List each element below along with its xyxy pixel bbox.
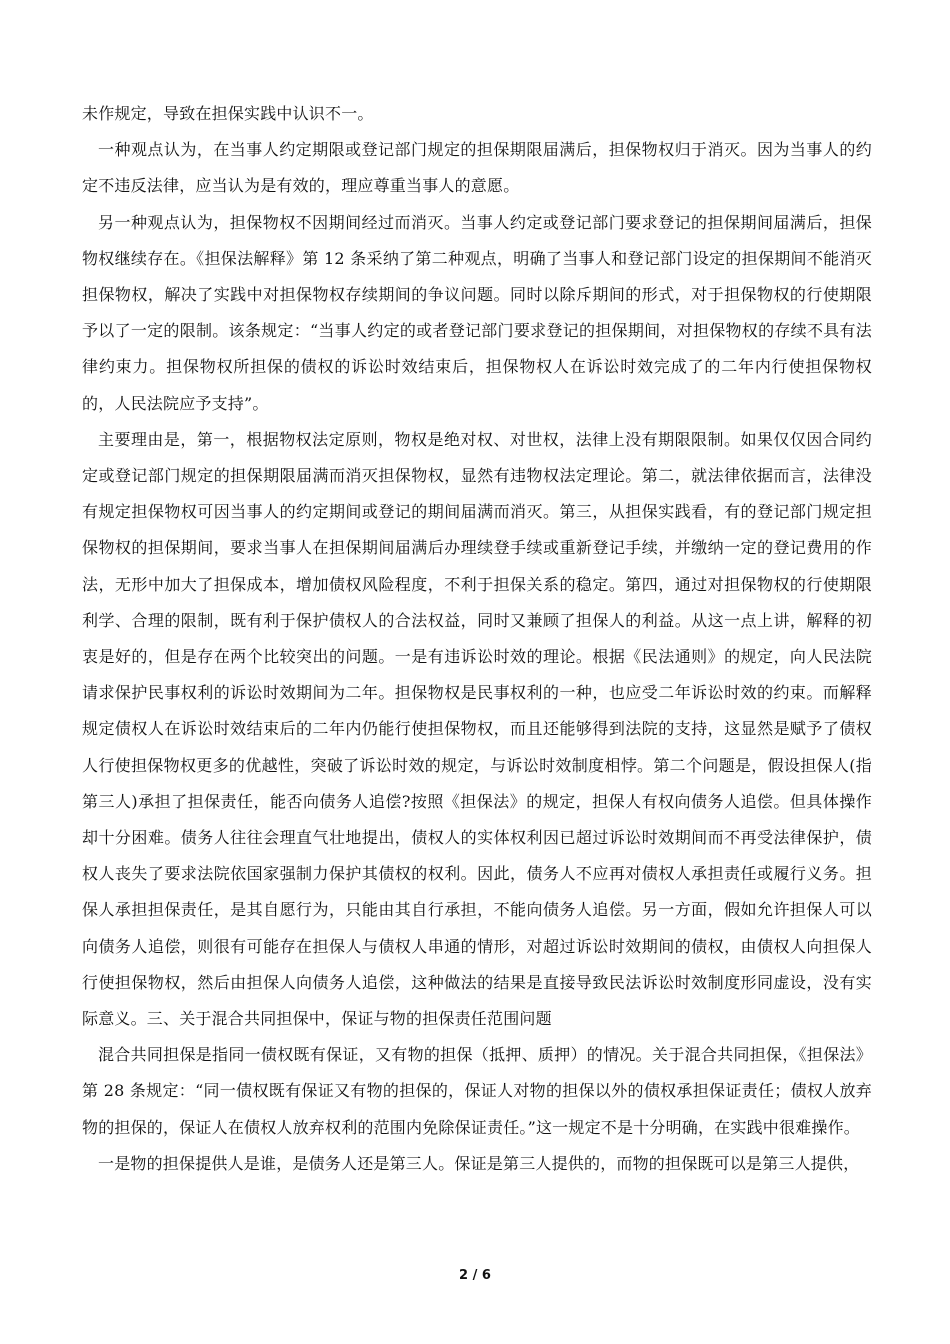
paragraph-2: 一种观点认为，在当事人约定期限或登记部门规定的担保期限届满后，担保物权归于消灭。因为当事人的约定不违反法律，应当认为是有效的，理应尊重当事人的意愿。 — [82, 140, 872, 196]
paragraph-4: 主要理由是，第一，根据物权法定原则，物权是绝对权、对世权，法律上没有期限限制。如果仅仅因合同约定或登记部门规定的担保期限届满而消灭担保物权，显然有违物权法定理论。第二，就法律依据而言，法律没有规定担保物权可因当事人的约定期间或登记的期间届满而消灭。第三，从担保实践看，有的登记部门规定担保物权的担保期间，要求当事人在担保期间届满后办理续登手续或重新登记手续，并缴纳一定的登记费用的作法，无形中加大了担保成本，增加债权风险程度，不利于担保关系的稳定。第四，通过对担保物权的行使期限利学、合理的限制，既有利于保护债权人的合法权益，同时又兼顾了担保人的利益。从这一点上讲，解释的初衷是好的，但是存在两个比较突出的问题。一是有违诉讼时效的理论。根据《民法通则》的规定，向人民法院请求保护民事权利的诉讼时效期间为二年。担保物权是民事权利的一种，也应受二年诉讼时效的约束。而解释规定债权人在诉讼时效结束后的二年内仍能行使担保物权，而且还能够得到法院的支持，这显然是赋予了债权人行使担保物权更多的优越性，突破了诉讼时效的规定，与诉讼时效制度相悖。第二个问题是，假设担保人(指第三人)承担了担保责任，能否向债务人追偿?按照《担保法》的规定，担保人有权向债务人追偿。但具体操作却十分困难。债务人往往会理直气壮地提出，债权人的实体权利因已超过诉讼时效期间而不再受法律保护，债权人丧失了要求法院依国家强制力保护其债权的权利。因此，债务人不应再对债权人承担责任或履行义务。担保人承担担保责任，是其自愿行为，只能由其自行承担，不能向债务人追偿。另一方面，假如允许担保人可以向债务人追偿，则很有可能存在担保人与债权人串通的情形，对超过诉讼时效期间的债权，由债权人向担保人行使担保物权，然后由担保人向债务人追偿，这种做法的结果是直接导致民法诉讼时效制度形同虚设，没有实际意义。三、关于混合共同担保中，保证与物的担保责任范围问题 — [82, 429, 872, 1029]
paragraph-5: 混合共同担保是指同一债权既有保证，又有物的担保（抵押、质押）的情况。关于混合共同担保，《担保法》第 28 条规定：“同一债权既有保证又有物的担保的，保证人对物的担保以外的债权承担保证责任；债权人放弃物的担保的，保证人在债权人放弃权利的范围内免除保证责任。”这一规定不是十分明确，在实践中很难操作。 — [82, 1045, 872, 1137]
document-body — [82, 96, 872, 1182]
paragraph-1: 未作规定，导致在担保实践中认识不一。 — [82, 104, 374, 123]
page-number: 2 / 6 — [459, 1268, 491, 1283]
paragraph-3: 另一种观点认为，担保物权不因期间经过而消灭。当事人约定或登记部门要求登记的担保期间届满后，担保物权继续存在。《担保法解释》第 12 条采纳了第二种观点，明确了当事人和登记部门设定的担保期间不能消灭担保物权，解决了实践中对担保物权存续期间的争议问题。同时以除斥期间的形式，对于担保物权的行使期限予以了一定的限制。该条规定：“当事人约定的或者登记部门要求登记的担保期间，对担保物权的存续不具有法律约束力。担保物权所担保的债权的诉讼时效结束后，担保物权人在诉讼时效完成了的二年内行使担保物权的，人民法院应予支持”。 — [82, 212, 872, 413]
paragraph-6: 一是物的担保提供人是谁，是债务人还是第三人。保证是第三人提供的，而物的担保既可以是第三人提供， — [98, 1153, 860, 1173]
